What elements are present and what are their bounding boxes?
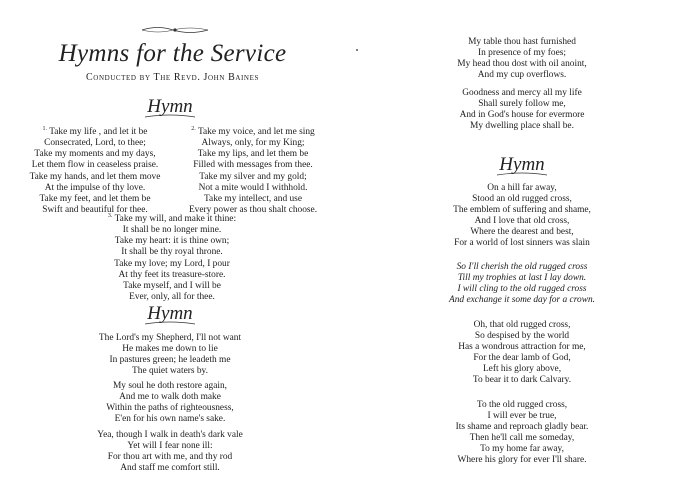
- hymn-heading-text: Hymn: [147, 303, 193, 324]
- hymn3-verse3: [392, 400, 652, 467]
- verse-line: Oh, that old rugged cross,: [473, 320, 571, 330]
- page-title: Hymns for the Service: [58, 40, 287, 67]
- left-page: [0, 0, 345, 493]
- verse-line: At thy feet its treasure-store.: [118, 269, 226, 280]
- verse-line: Take my feet, and let them be: [39, 193, 151, 204]
- hymn1-verse2: [178, 124, 328, 216]
- verse-number: 1.: [42, 126, 48, 132]
- verse-line: My soul he doth restore again,: [112, 381, 228, 391]
- verse-line: Stood an old rugged cross,: [472, 194, 572, 205]
- verse-line: $^{3.}$ Take my will, and make it thine:: [107, 213, 237, 225]
- verse-line: So I'll cherish the old rugged cross: [456, 262, 588, 272]
- hymn2-verse5: [392, 88, 652, 132]
- verse-line: Take my hands, and let them move: [29, 171, 161, 182]
- verse-line: Take my heart: it is thine own;: [114, 236, 230, 247]
- verse-line: Goodness and mercy all my life: [462, 88, 582, 98]
- verse-line: $^{1.}$ Take my life , and let it be: [42, 126, 148, 138]
- verse-line: Its shame and reproach gladly bear.: [455, 422, 589, 433]
- verse-line: Take my silver and my gold;: [199, 171, 307, 182]
- verse-line: Not a mite would I withhold.: [198, 182, 308, 193]
- verse-line: To bear it to dark Calvary.: [472, 375, 572, 386]
- verse-line: The Lord's my Shepherd, I'll not want: [98, 333, 242, 343]
- verse-line: My head thou dost with oil anoint,: [457, 59, 587, 70]
- verse-line: For thou art with me, and thy rod: [107, 452, 233, 463]
- verse-line: Take my intellect, and use: [203, 193, 302, 204]
- verse-line: And staff me comfort still.: [120, 463, 220, 474]
- hymn2-verse1: [70, 333, 270, 377]
- verse-line: Always, only, for my King;: [201, 138, 305, 149]
- verse-line: My table thou hast furnished: [468, 37, 576, 47]
- verse-line: It shall be no longer mine.: [122, 225, 222, 236]
- verse-line: Let them flow in ceaseless praise.: [31, 160, 159, 171]
- top-flourish-ornament: [140, 24, 210, 36]
- verse-line: And me to walk doth make: [119, 392, 221, 403]
- hymn-heading-3: [472, 154, 572, 178]
- verse-line: Filled with messages from thee.: [193, 160, 313, 171]
- verse-line: In pastures green; he leadeth me: [109, 355, 231, 366]
- hymn-heading-text: Hymn: [499, 154, 545, 175]
- verse-line: Has a wondrous attraction for me,: [458, 342, 586, 353]
- page-subtitle: Conducted by The Revd. John Baines: [86, 72, 259, 83]
- verse-line: Ever, only, all for thee.: [129, 291, 215, 302]
- verse-line: The quiet waters by.: [132, 366, 208, 377]
- verse-number: 3.: [107, 213, 113, 219]
- verse-line: For the dear lamb of God,: [473, 353, 571, 364]
- verse-line: Where the dearest and best,: [470, 227, 574, 238]
- hymn-heading-1: [120, 96, 220, 120]
- verse-line: Shall surely follow me,: [478, 99, 566, 110]
- verse-line: $^{2.}$ Take my voice, and let me sing: [191, 126, 315, 138]
- verse-line: E'en for his own name's sake.: [114, 414, 226, 425]
- verse-line: And exchange it some day for a crown.: [449, 295, 595, 306]
- verse-line: And I love that old cross,: [474, 216, 570, 227]
- verse-line: He makes me down to lie: [122, 344, 218, 355]
- verse-line: I will ever be true,: [487, 411, 557, 422]
- verse-line: Yet will I fear none ill:: [127, 441, 213, 452]
- hymn1-verse1: [20, 124, 170, 216]
- verse-line: To the old rugged cross,: [476, 400, 568, 410]
- verse-line: Take my moments and my days,: [34, 149, 156, 160]
- verse-line: To my home far away,: [480, 444, 564, 455]
- right-page: [352, 0, 700, 493]
- verse-line: I will cling to the old rugged cross: [457, 284, 587, 295]
- hymn3-chorus: [392, 262, 652, 306]
- verse-line: And my cup overflows.: [477, 70, 567, 81]
- verse-line: It shall be thy royal throne.: [121, 247, 223, 258]
- verse-line: Consecrated, Lord, to thee;: [44, 138, 146, 149]
- hymn-heading-2: [120, 303, 220, 327]
- verse-line: Take my lips, and let them be: [197, 149, 309, 160]
- verse-line: Take myself, and I will be: [123, 280, 221, 291]
- verse-line: Till my trophies at last I lay down.: [457, 273, 587, 284]
- verse-line: Within the paths of righteousness,: [106, 403, 234, 414]
- verse-line: Take my love; my Lord, I pour: [114, 258, 230, 269]
- verse-line: Where his glory for ever I'll share.: [457, 455, 587, 466]
- hymn3-verse2: [392, 320, 652, 387]
- verse-line: Yea, though I walk in death's dark vale: [97, 430, 243, 440]
- verse-line: On a hill far away,: [487, 183, 557, 193]
- verse-line: Every power as thou shalt choose.: [188, 204, 318, 215]
- hymn-heading-text: Hymn: [147, 96, 193, 117]
- verse-line: Then he'll call me someday,: [469, 433, 575, 444]
- hymn1-verse3: [92, 211, 252, 303]
- verse-number: 2.: [191, 126, 196, 132]
- verse-line: My dwelling place shall be.: [470, 121, 574, 132]
- verse-line: For a world of lost sinners was slain: [454, 238, 590, 249]
- verse-line: In presence of my foes;: [478, 48, 566, 59]
- hymn2-verse2: [70, 381, 270, 425]
- verse-line: Left his glory above,: [482, 364, 562, 375]
- hymn2-verse3: [65, 430, 275, 474]
- verse-line: The emblem of suffering and shame,: [453, 205, 591, 216]
- verse-line: Swift and beautiful for thee.: [42, 204, 148, 215]
- verse-line: So despised by the world: [474, 331, 570, 342]
- verse-line: And in God's house for evermore: [459, 110, 585, 121]
- hymn3-verse1: [392, 183, 652, 250]
- verse-line: At the impulse of thy love.: [44, 182, 146, 193]
- hymn2-verse4: [392, 37, 652, 81]
